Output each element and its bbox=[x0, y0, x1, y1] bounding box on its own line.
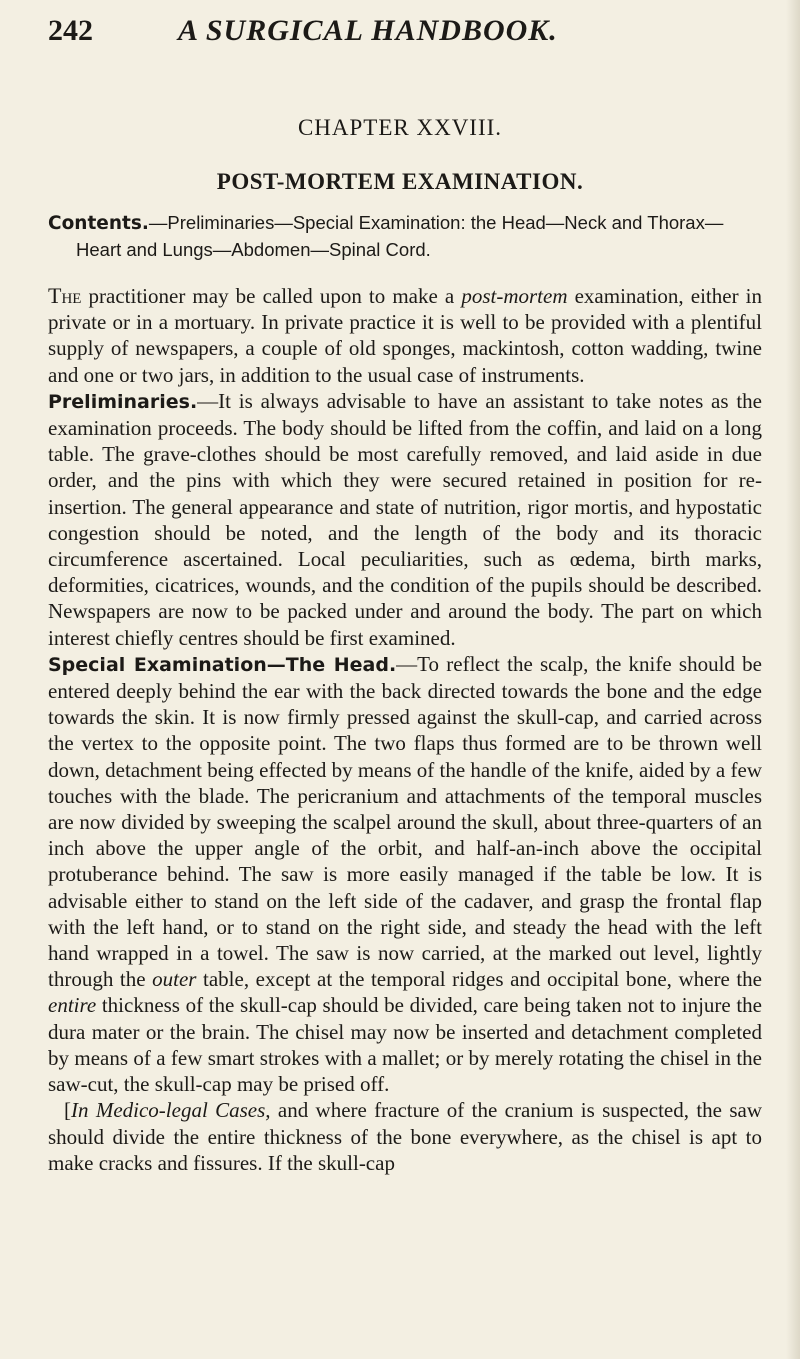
body-text bbox=[48, 283, 762, 1176]
contents-text: —Preliminaries—Special Examination: the Head—Neck and Thorax—Heart and Lungs—Abdomen—Spinal Cord. bbox=[76, 212, 724, 260]
paragraph-special-examination bbox=[48, 651, 762, 1097]
paragraph-preliminaries bbox=[48, 388, 762, 651]
running-head bbox=[48, 14, 760, 54]
contents-label: Contents. bbox=[48, 213, 149, 234]
paragraph-intro bbox=[48, 283, 762, 388]
text-run: thickness of the skull-cap should be divided, care being taken not to injure the dura mater or the brain. The chisel may now be inserted and detachment completed by means of a few smart strokes with a mallet; or by merely rotating the chisel in the saw-cut, the skull-cap may be prised off. bbox=[48, 993, 762, 1097]
chapter-contents bbox=[48, 210, 760, 263]
text-run: —To reflect the scalp, the knife should be entered deeply behind the ear with the back directed towards the bone and the edge towards the skin. It is now firmly pressed against the skull-cap, and carried across the vertex to the opposite point. The two flaps thus formed are to be thrown well down, detachment being effected by means of the handle of the knife, aided by a few touches with the blade. The pericranium and attachments of the temporal muscles are now divided by sweeping the scalpel around the skull, about three-quarters of an inch above the upper angle of the orbit, and half-an-inch above the occipital protuberance behind. The saw is more easily managed if the table be low. It is advisable either to stand on the left side of the cadaver, and grasp the frontal flap with the left hand, or to stand on the right side, and steady the head with the left hand wrapped in a towel. The saw is now carried, at the marked out level, lightly through the bbox=[48, 651, 762, 992]
page-number: 242 bbox=[48, 14, 93, 47]
page-edge-shadow bbox=[786, 0, 800, 1359]
italic-term: entire bbox=[48, 993, 97, 1018]
running-title: A SURGICAL HANDBOOK. bbox=[178, 14, 558, 47]
run-in-heading: Preliminaries. bbox=[48, 390, 198, 413]
lead-word: The bbox=[48, 283, 82, 308]
italic-term: post-mortem bbox=[461, 284, 568, 308]
text-run: and where fracture of the cranium is suspected, the saw should divide the entire thickness of the bone everywhere, as the chisel is apt to make cracks and fissures. If the skull-cap bbox=[48, 1098, 762, 1175]
run-in-heading: Special Examination—The Head. bbox=[48, 653, 397, 676]
italic-term: outer bbox=[152, 967, 197, 992]
italic-term: In Medico-legal Cases, bbox=[71, 1098, 271, 1123]
text-run: —It is always advisable to have an assistant to take notes as the examination proceeds. The body should be lifted from the coffin, and laid on a long table. The grave-clothes should be most carefully removed, and laid aside in due order, and the pins with which they were secured retained in position for re-insertion. The general appearance and state of nutrition, rigor mortis, and hypostatic congestion should be noted, and the length of the body and its thoracic circumference ascertained. Local peculiarities, such as œdema, birth marks, deformities, cicatrices, wounds, and the condition of the pupils should be described. Newspapers are now to be packed under and around the body. The part on which interest chiefly centres should be first examined. bbox=[48, 388, 762, 650]
text-run: table, except at the temporal ridges and occipital bone, where the bbox=[196, 967, 762, 992]
paragraph-medico-legal bbox=[48, 1097, 762, 1176]
chapter-title: CHAPTER XXVIII. bbox=[297, 115, 503, 140]
bracket: [ bbox=[64, 1098, 71, 1123]
text-run: examination, either in private or in a mortuary. In private practice it is well to be provided with a plentiful supply of newspapers, a couple of old sponges, mackintosh, cotton wadding, twine and one or two jars, in addition to the usual case of instruments. bbox=[48, 284, 762, 387]
text-run: practitioner may be called upon to make a bbox=[81, 284, 462, 308]
section-title: POST-MORTEM EXAMINATION. bbox=[216, 169, 584, 194]
